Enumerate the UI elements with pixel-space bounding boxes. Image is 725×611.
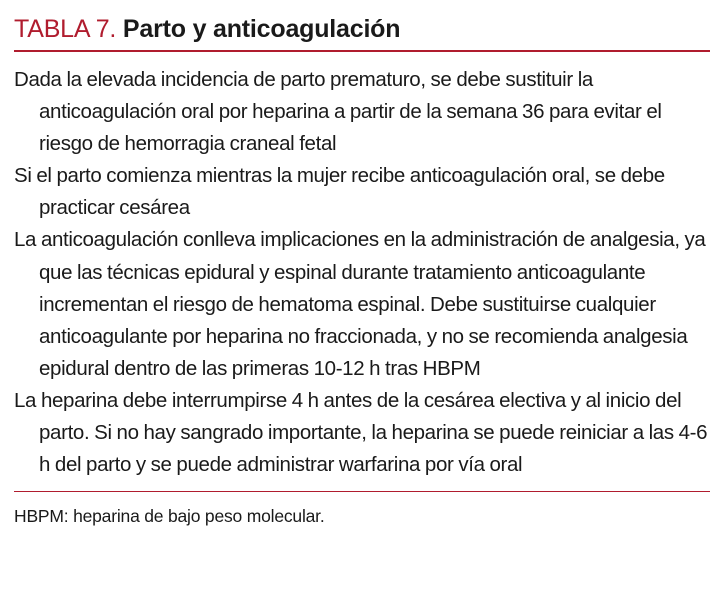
table-label: TABLA 7. [14,15,117,43]
table-row: Dada la elevada incidencia de parto prematuro, se debe sustituir la anticoagulación oral por heparina a partir de la semana 36 para evitar el riesgo de hemorragia craneal fetal [14,68,662,156]
table-body [14,52,710,491]
table-footnote: HBPM: heparina de bajo peso molecular. [14,506,325,527]
table-row: La heparina debe interrumpirse 4 h antes de la cesárea electiva y al inicio del parto. Si no hay sangrado importante, la heparina se puede reiniciar a las 4-6 h del parto y se puede administrar warfarina por vía oral [14,388,708,477]
table-row: La anticoagulación conlleva implicaciones en la administración de analgesia, ya que las técnicas epidural y espinal durante tratamiento anticoagulante incrementan el riesgo de hematoma espinal. Debe sustituirse cualquier anticoagulante por heparina no fraccionada, y no se recomienda analgesia epidural dentro de las primeras 10-12 h tras HBPM [14,228,706,380]
table-row: Si el parto comienza mientras la mujer recibe anticoagulación oral, se debe practicar cesárea [14,164,665,220]
table-caption [14,14,710,48]
table-7 [14,14,710,528]
table-title: Parto y anticoagulación [122,15,401,43]
